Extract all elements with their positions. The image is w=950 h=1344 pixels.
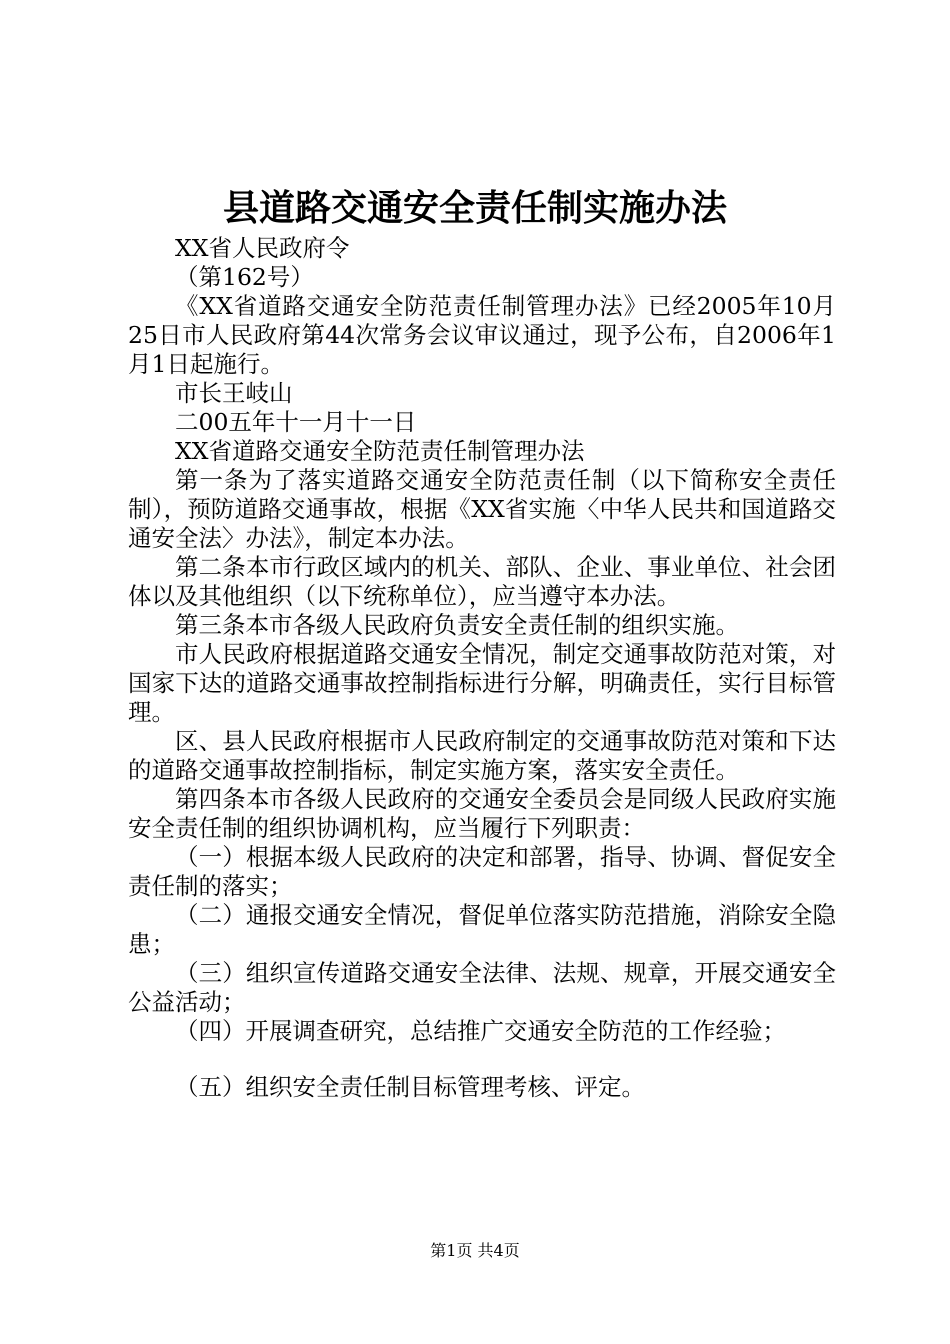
- paragraph-duty-5: （五）组织安全责任制目标管理考核、评定。: [175, 1073, 645, 1101]
- paragraph-decree-number: （第162号）: [175, 263, 314, 291]
- paragraph-regulation-name: XX省道路交通安全防范责任制管理办法: [175, 437, 585, 465]
- paragraph-duty-2: （二）通报交通安全情况，督促单位落实防范措施，消除安全隐患；: [128, 901, 836, 958]
- paragraph-announcement: 《XX省道路交通安全防范责任制管理办法》已经2005年10月25日市人民政府第44次常务会议审议通过，现予公布，自2006年1月1日起施行。: [128, 292, 836, 378]
- paragraph-article-3: 第三条本市各级人民政府负责安全责任制的组织实施。: [175, 611, 739, 639]
- paragraph-article-3-district: 区、县人民政府根据市人民政府制定的交通事故防范对策和下达的道路交通事故控制指标，制定实施方案，落实安全责任。: [128, 727, 836, 784]
- paragraph-decree-issuer: XX省人民政府令: [175, 234, 350, 262]
- paragraph-duty-3: （三）组织宣传道路交通安全法律、法规、规章，开展交通安全公益活动；: [128, 959, 836, 1016]
- paragraph-duty-4: （四）开展调查研究，总结推广交通安全防范的工作经验；: [175, 1017, 786, 1045]
- paragraph-article-4: 第四条本市各级人民政府的交通安全委员会是同级人民政府实施安全责任制的组织协调机构，应当履行下列职责：: [128, 785, 836, 842]
- page-number-footer: 第1页 共4页: [430, 1241, 520, 1260]
- paragraph-article-3-city: 市人民政府根据道路交通安全情况，制定交通事故防范对策，对国家下达的道路交通事故控制指标进行分解，明确责任，实行目标管理。: [128, 640, 836, 726]
- paragraph-duty-1: （一）根据本级人民政府的决定和部署，指导、协调、督促安全责任制的落实；: [128, 843, 836, 900]
- paragraph-date: 二00五年十一月十一日: [175, 408, 417, 436]
- document-title: 县道路交通安全责任制实施办法: [222, 187, 727, 229]
- paragraph-signatory: 市长王岐山: [175, 379, 293, 407]
- paragraph-article-1: 第一条为了落实道路交通安全防范责任制（以下简称安全责任制），预防道路交通事故，根据《XX省实施〈中华人民共和国道路交通安全法〉办法》，制定本办法。: [128, 466, 836, 552]
- document-body: [128, 234, 836, 1102]
- paragraph-article-2: 第二条本市行政区域内的机关、部队、企业、事业单位、社会团体以及其他组织（以下统称单位），应当遵守本办法。: [128, 553, 836, 610]
